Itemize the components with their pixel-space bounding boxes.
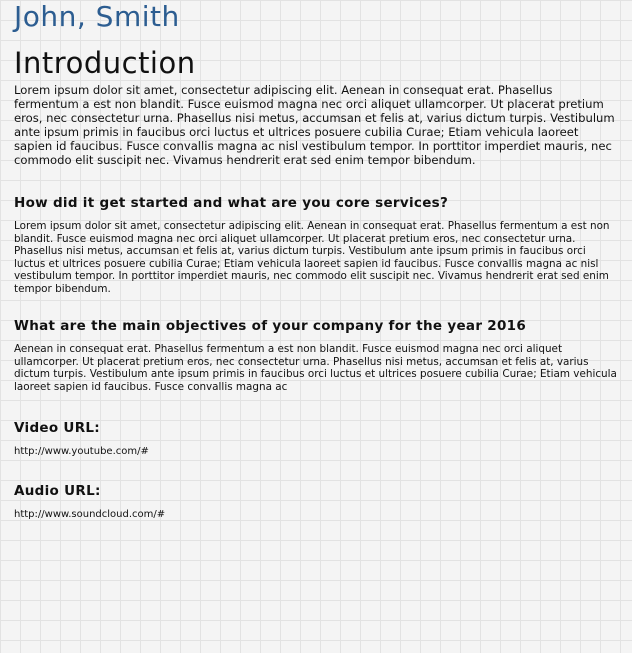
video-url-value: http://www.youtube.com/#: [14, 446, 149, 457]
introduction-text: Lorem ipsum dolor sit amet, consectetur adipiscing elit. Aenean in consequat erat. Phasellus fermentum a est non blandit. Fusce euismod magna nec orci aliquet ullamcorper. Ut placerat pretium eros, nec consectetur urna. Phasellus nisi metus, accumsan et felis at, varius dictum turpis. Vestibulum ante ipsum primis in faucibus orci luctus et ultrices posuere cubilia Curae; Etiam vehicula laoreet sapien id faucibus. Fusce convallis magna ac nisl vestibulum tempor. In porttitor imperdiet mauris, nec commodo elit suscipit nec. Vivamus hendrerit erat sed enim tempor bibendum.: [14, 83, 615, 167]
person-name: John, Smith: [14, 0, 180, 33]
answer-objectives: Aenean in consequat erat. Phasellus fermentum a est non blandit. Fusce euismod magna nec orci aliquet ullamcorper. Ut placerat pretium eros, nec consectetur urna. Phasellus nisi metus, accumsan et felis at, varius dictum turpis. Vestibulum ante ipsum primis in faucibus orci luctus et ultrices posuere cubilia Curae; Etiam vehicula laoreet sapien id faucibus. Fusce convallis magna ac: [14, 343, 617, 393]
question-heading-objectives: What are the main objectives of your company for the year 2016: [14, 318, 527, 334]
answer-services: Lorem ipsum dolor sit amet, consectetur adipiscing elit. Aenean in consequat erat. Phasellus fermentum a est non blandit. Fusce euismod magna nec orci aliquet ullamcorper. Ut placerat pretium eros, nec consectetur urna. Phasellus nisi metus, accumsan et felis at, varius dictum turpis. Vestibulum ante ipsum primis in faucibus orci luctus et ultrices posuere cubilia Curae; Etiam vehicula laoreet sapien id faucibus. Fusce convallis magna ac nisl vestibulum tempor. In porttitor imperdiet mauris, nec commodo elit suscipit nec. Vivamus hendrerit erat sed enim tempor bibendum.: [14, 220, 610, 295]
audio-url-label: Audio URL:: [14, 483, 101, 499]
introduction-heading: Introduction: [14, 46, 196, 80]
audio-url-value: http://www.soundcloud.com/#: [14, 509, 166, 520]
video-url-label: Video URL:: [14, 420, 100, 436]
question-heading-services: How did it get started and what are you core services?: [14, 195, 449, 211]
